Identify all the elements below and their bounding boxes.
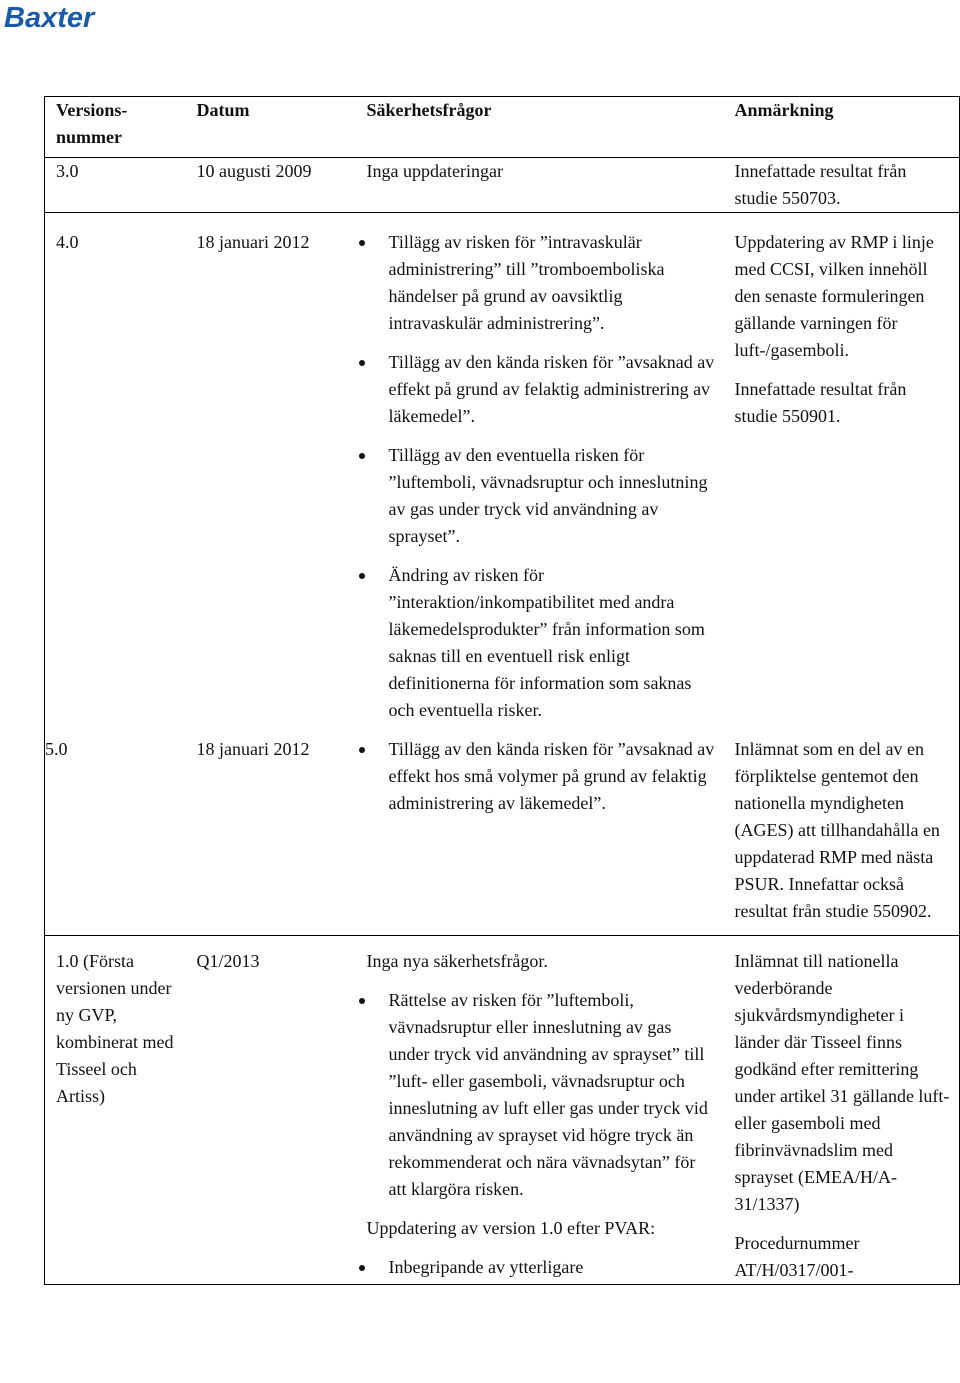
row-safety	[356, 736, 724, 936]
row-remark: Innefattade resultat från studie 550703.	[724, 158, 960, 213]
row-version: 5.0	[45, 736, 186, 936]
header-date: Datum	[186, 97, 356, 158]
remark-paragraph: Inlämnat till nationella vederbörande sjukvårdsmyndigheter i länder där Tisseel finns godkänd efter remittering under artikel 31 gällande luft- eller gasemboli med fibrinvävnadslim med sprayset (EMEA/H/A-31/1337)	[734, 951, 950, 1214]
list-item: Inbegripande av ytterligare	[356, 1254, 716, 1281]
header-version: Versions-nummer	[45, 97, 186, 158]
list-item: Tillägg av den eventuella risken för ”luftemboli, vävnadsruptur och inneslutning av gas under tryck vid användning av sprayset”.	[356, 442, 716, 550]
row-safety	[356, 936, 724, 1285]
safety-update: Uppdatering av version 1.0 efter PVAR:	[366, 1218, 656, 1238]
remark-paragraph: Innefattade resultat från studie 550901.	[734, 379, 907, 426]
revision-history-table	[44, 96, 960, 1285]
safety-bullet-list	[356, 1254, 716, 1281]
baxter-logo-text: Baxter	[4, 2, 95, 32]
table-row	[45, 736, 960, 936]
row-safety	[356, 213, 724, 737]
safety-bullet-list	[356, 987, 716, 1203]
header-safety: Säkerhetsfrågor	[356, 97, 724, 158]
row-date: 10 augusti 2009	[196, 161, 312, 181]
remark-paragraph: Procedurnummer AT/H/0317/001-	[734, 1233, 860, 1280]
list-item: Tillägg av den kända risken för ”avsaknad av effekt hos små volymer på grund av felaktig administrering av läkemedel”.	[356, 736, 716, 817]
row-date: 18 januari 2012	[186, 213, 356, 737]
table-row	[45, 213, 960, 737]
row-remark	[724, 936, 960, 1285]
header-remark: Anmärkning	[724, 97, 960, 158]
row-version: 4.0	[45, 213, 186, 737]
list-item: Tillägg av den kända risken för ”avsaknad av effekt på grund av felaktig administrering av läkemedel”.	[356, 349, 716, 430]
row-date: Q1/2013	[186, 936, 356, 1285]
remark-paragraph: Uppdatering av RMP i linje med CCSI, vilken innehöll den senaste formuleringen gällande varningen för luft-/gasemboli.	[734, 232, 934, 360]
safety-bullet-list	[356, 736, 716, 817]
table-row	[45, 158, 960, 213]
row-safety: Inga uppdateringar	[366, 161, 503, 181]
safety-bullet-list	[356, 229, 716, 724]
row-date: 18 januari 2012	[196, 739, 310, 759]
baxter-logo	[3, 2, 149, 32]
row-version: 3.0	[45, 158, 186, 213]
list-item: Tillägg av risken för ”intravaskulär administrering” till ”tromboemboliska händelser på grund av oavsiktlig intravaskulär administrering”.	[356, 229, 716, 337]
safety-intro: Inga nya säkerhetsfrågor.	[366, 951, 548, 971]
table-header-row	[45, 97, 960, 158]
row-remark: Inlämnat som en del av en förpliktelse gentemot den nationella myndigheten (AGES) att tillhandahålla en uppdaterad RMP med nästa PSUR. Innefattar också resultat från studie 550902.	[724, 736, 960, 936]
list-item: Ändring av risken för ”interaktion/inkompatibilitet med andra läkemedelsprodukter” från information som saknas till en eventuell risk enligt definitionerna för information som saknas och eventuella risker.	[356, 562, 716, 724]
baxter-logo-mark	[3, 2, 149, 32]
list-item: Rättelse av risken för ”luftemboli, vävnadsruptur eller inneslutning av gas under tryck vid användning av sprayset” till ”luft- eller gasemboli, vävnadsruptur och inneslutning av luft eller gas under tryck vid användning av sprayset vid högre tryck än rekommenderat och nära vävnadsytan” för att klargöra risken.	[356, 987, 716, 1203]
table-row	[45, 936, 960, 1285]
row-version: 1.0 (Första versionen under ny GVP, kombinerat med Tisseel och Artiss)	[45, 936, 186, 1285]
row-remark	[724, 213, 960, 737]
